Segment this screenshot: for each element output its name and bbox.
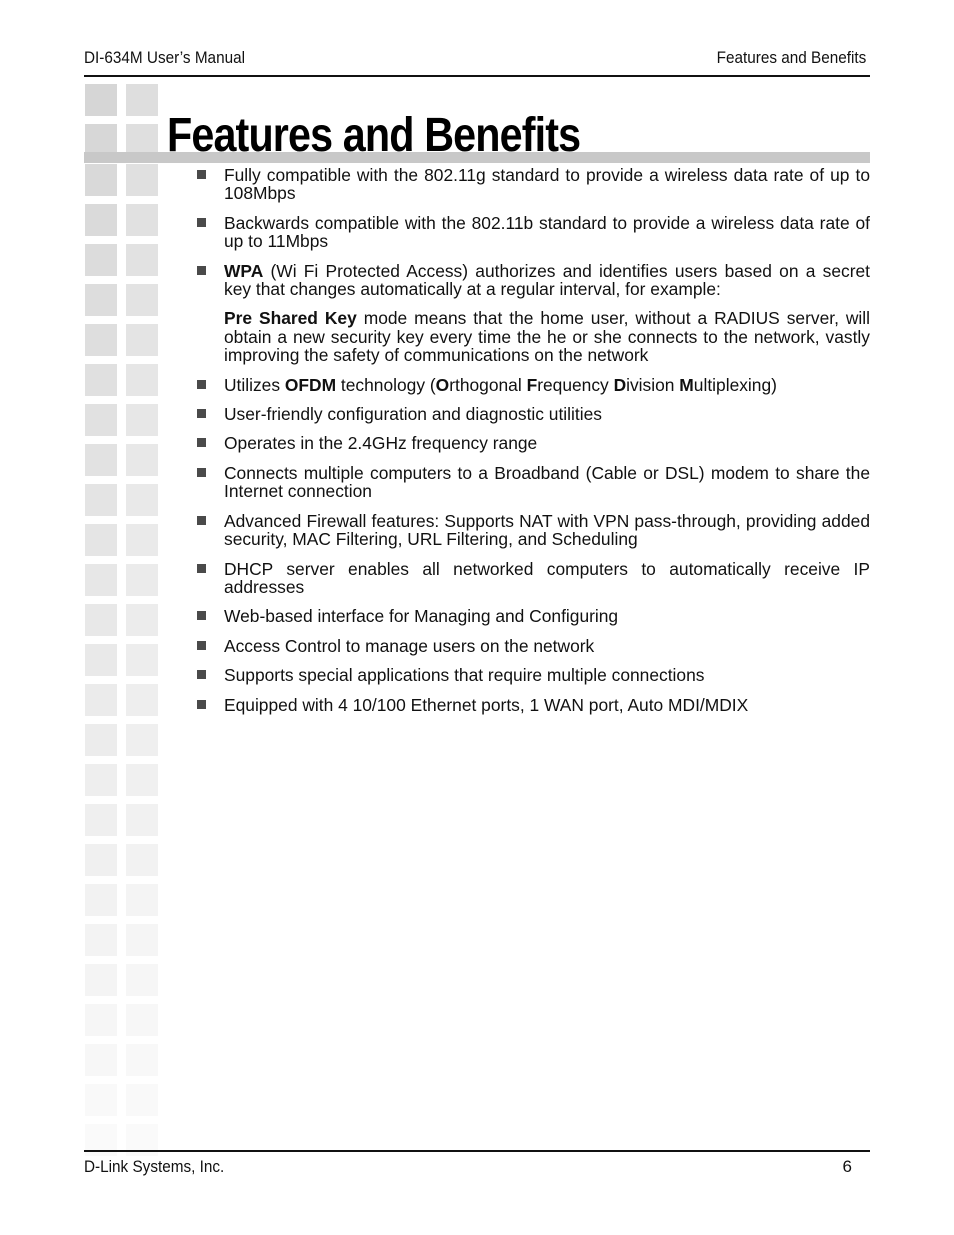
decorative-tile [126, 884, 158, 916]
decorative-tile [126, 444, 158, 476]
square-bullet-icon [197, 266, 206, 275]
decorative-tile [85, 164, 117, 196]
feature-item [196, 607, 870, 625]
feature-text-part: ultiplexing) [693, 374, 777, 395]
footer-rule [84, 1150, 870, 1152]
feature-text: Backwards compatible with the 802.11b standard to provide a wireless data rate of up to 11Mbps [224, 212, 870, 252]
feature-text-part: Utilizes [224, 374, 285, 395]
square-bullet-icon [197, 564, 206, 573]
feature-item [196, 560, 870, 597]
decorative-tile [126, 924, 158, 956]
feature-bold-term: OFDM [284, 374, 337, 395]
decorative-tile [85, 684, 117, 716]
decorative-tile [85, 244, 117, 276]
decorative-tile [85, 1044, 117, 1076]
feature-text: (Wi Fi Protected Access) authorizes and identifies users based on a secret key that changes automatically at a regular interval, for example: [224, 260, 870, 300]
feature-item [196, 166, 870, 203]
feature-item [196, 696, 870, 714]
feature-sub-paragraph [224, 309, 870, 364]
feature-text: Supports special applications that require multiple connections [224, 665, 705, 686]
feature-bold-letter: D [613, 374, 627, 395]
decorative-tile [126, 404, 158, 436]
decorative-tile [126, 564, 158, 596]
feature-text-part: technology ( [336, 374, 436, 395]
square-bullet-icon [197, 380, 206, 389]
square-bullet-icon [197, 516, 206, 525]
feature-bold-term: WPA [224, 260, 264, 281]
square-bullet-icon [197, 641, 206, 650]
decorative-tile [85, 764, 117, 796]
decorative-tile [126, 84, 158, 116]
feature-item [196, 666, 870, 684]
decorative-tile [85, 284, 117, 316]
decorative-tile [85, 84, 117, 116]
feature-text: Web-based interface for Managing and Configuring [224, 606, 619, 627]
decorative-tile [126, 1004, 158, 1036]
decorative-tile [85, 564, 117, 596]
decorative-tile [85, 644, 117, 676]
decorative-tile [126, 324, 158, 356]
decorative-tile [126, 1084, 158, 1116]
decorative-tile [126, 964, 158, 996]
page-number: 6 [842, 1157, 852, 1176]
feature-text-part: requency [537, 374, 614, 395]
square-bullet-icon [197, 409, 206, 418]
decorative-tile [126, 364, 158, 396]
decorative-tile [126, 764, 158, 796]
decorative-tile [85, 484, 117, 516]
decorative-tile [126, 724, 158, 756]
feature-item [196, 376, 870, 394]
feature-text: Access Control to manage users on the network [224, 635, 595, 656]
decorative-tile [85, 364, 117, 396]
decorative-tile [126, 644, 158, 676]
feature-item [196, 464, 870, 501]
square-bullet-icon [197, 218, 206, 227]
feature-bold-letter: M [679, 374, 694, 395]
decorative-tile [85, 964, 117, 996]
decorative-tile [85, 844, 117, 876]
decorative-tile [126, 844, 158, 876]
feature-text: DHCP server enables all networked computers to automatically receive IP addresses [224, 558, 870, 597]
decorative-tile [126, 604, 158, 636]
feature-item [196, 214, 870, 251]
feature-bold-letter: O [435, 374, 450, 395]
square-bullet-icon [197, 438, 206, 447]
square-bullet-icon [197, 611, 206, 620]
decorative-tile [85, 804, 117, 836]
decorative-tile [126, 684, 158, 716]
decorative-tile [85, 884, 117, 916]
page-title: Features and Benefits [167, 109, 581, 162]
features-content [196, 166, 870, 725]
footer-company: D-Link Systems, Inc. [84, 1157, 225, 1176]
feature-text: Fully compatible with the 802.11g standard to provide a wireless data rate of up to 108Mbps [224, 165, 870, 204]
decorative-tile [85, 1004, 117, 1036]
feature-text: Equipped with 4 10/100 Ethernet ports, 1 WAN port, Auto MDI/MDIX [224, 694, 749, 715]
feature-text-part: ivision [626, 374, 680, 395]
feature-item [196, 512, 870, 549]
feature-text: Advanced Firewall features: Supports NAT with VPN pass-through, providing added security, MAC Filtering, URL Filtering, and Scheduling [224, 510, 870, 550]
decorative-tile [85, 924, 117, 956]
decorative-tile [85, 604, 117, 636]
decorative-tile [126, 484, 158, 516]
feature-text: Connects multiple computers to a Broadband (Cable or DSL) modem to share the Internet connection [224, 462, 870, 502]
feature-text-part: rthogonal [449, 374, 527, 395]
decorative-tile [126, 244, 158, 276]
square-bullet-icon [197, 468, 206, 477]
header-section-title: Features and Benefits [716, 48, 866, 67]
feature-item [196, 405, 870, 423]
square-bullet-icon [197, 670, 206, 679]
square-bullet-icon [197, 700, 206, 709]
decorative-tile [85, 204, 117, 236]
decorative-tile [126, 164, 158, 196]
decorative-tile [85, 1084, 117, 1116]
feature-bold-letter: F [526, 374, 538, 395]
decorative-tile [85, 724, 117, 756]
feature-item [196, 637, 870, 655]
square-bullet-icon [197, 170, 206, 179]
decorative-tile-column [85, 84, 159, 1146]
decorative-tile [85, 324, 117, 356]
decorative-tile [126, 804, 158, 836]
decorative-tile [126, 524, 158, 556]
feature-text: Operates in the 2.4GHz frequency range [224, 433, 538, 454]
header-manual-title: DI-634M User’s Manual [84, 48, 246, 67]
decorative-tile [85, 404, 117, 436]
feature-sub-bold-term: Pre Shared Key [224, 308, 357, 329]
feature-item [196, 434, 870, 452]
decorative-tile [85, 524, 117, 556]
decorative-tile [85, 444, 117, 476]
header-rule [84, 75, 870, 77]
feature-item [196, 262, 870, 365]
decorative-tile [126, 284, 158, 316]
features-list [196, 166, 870, 714]
decorative-tile [126, 204, 158, 236]
decorative-tile [126, 1044, 158, 1076]
feature-sub-text: mode means that the home user, without a RADIUS server, will obtain a new security key every time the he or she connects to the network, vastly improving the safety of communications on the network [224, 308, 870, 366]
feature-text: User-friendly configuration and diagnostic utilities [224, 404, 602, 425]
